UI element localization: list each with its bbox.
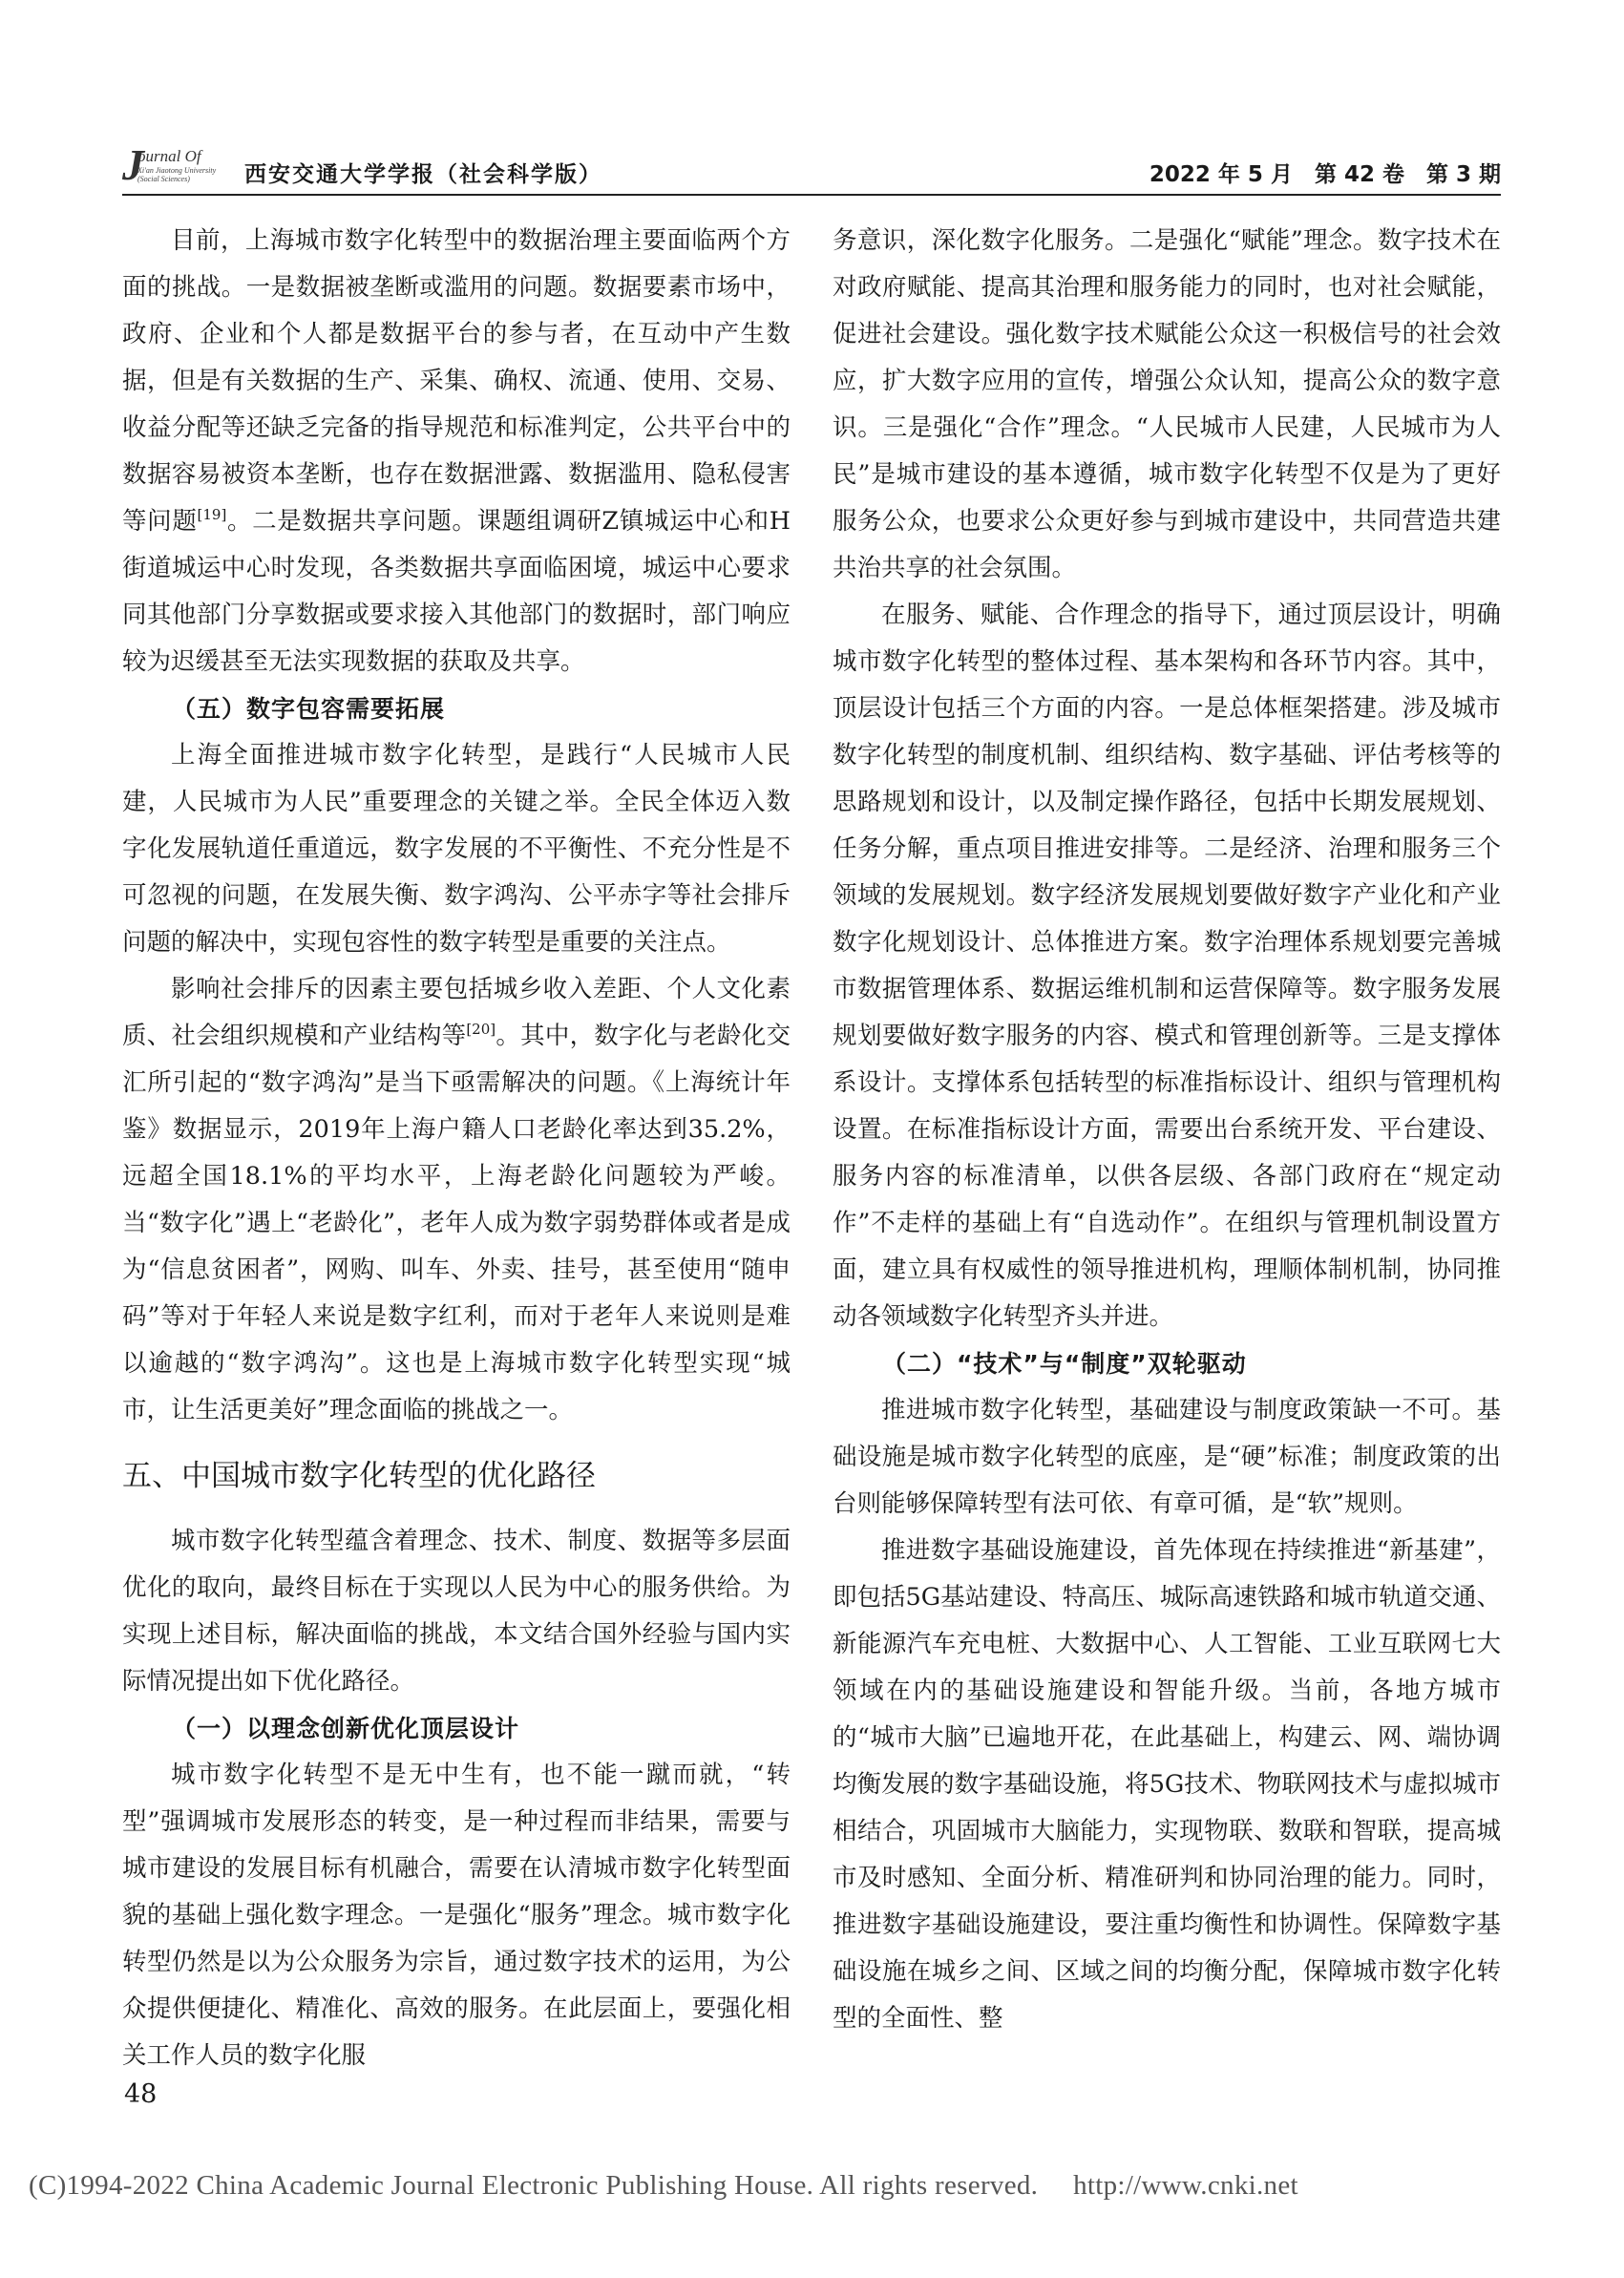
section-title: 五、中国城市数字化转型的优化路径 — [122, 1459, 596, 1493]
right-column — [833, 218, 1501, 2042]
paragraph: 在服务、赋能、合作理念的指导下，通过顶层设计，明确城市数字化转型的整体过程、基本架构和各环节内容。其中，顶层设计包括三个方面的内容。一是总体框架搭建。涉及城市数字化转型的制度机制、组织结构、数字基础、评估考核等的思路规划和设计，以及制定操作路径，包括中长期发展规划、任务分解，重点项目推进安排等。二是经济、治理和服务三个领域的发展规划。数字经济发展规划要做好数字产业化和产业数字化规划设计、总体推进方案。数字治理体系规划要完善城市数据管理体系、数据运维机制和运营保障等。数字服务发展规划要做好数字服务的内容、模式和管理创新等。三是支撑体系设计。支撑体系包括转型的标准指标设计、组织与管理机构设置。在标准指标设计方面，需要出台系统开发、平台建设、服务内容的标准清单，以供各层级、各部门政府在“规定动作”不走样的基础上有“自选动作”。在组织与管理机制设置方面，建立具有权威性的领导推进机构，理顺体制机制，协同推动各领域数字化转型齐头并进。 — [833, 601, 1501, 1331]
subsection-heading: （五）数字包容需要拓展 — [172, 695, 446, 723]
paragraph: 上海全面推进城市数字化转型，是践行“人民城市人民建，人民城市为人民”重要理念的关键之举。全民全体迈入数字化发展轨道任重道远，数字发展的不平衡性、不充分性是不可忽视的问题，在发展失衡、数字鸿沟、公平赤字等社会排斥问题的解决中，实现包容性的数字转型是重要的关注点。 — [122, 741, 791, 957]
copyright-notice: (C)1994-2022 China Academic Journal Electronic Publishing House. All rights reserved. http://www.cnki.net — [29, 2170, 1298, 2201]
paragraph: 务意识，深化数字化服务。二是强化“赋能”理念。数字技术在对政府赋能、提高其治理和服务能力的同时，也对社会赋能，促进社会建设。强化数字技术赋能公众这一积极信号的社会效应，扩大数字应用的宣传，增强公众认知，提高公众的数字意识。三是强化“合作”理念。“人民城市人民建，人民城市为人民”是城市建设的基本遵循，城市数字化转型不仅是为了更好服务公众，也要求公众更好参与到城市建设中，共同营造共建共治共享的社会氛围。 — [833, 226, 1501, 582]
journal-logo: J ournal Of Xi'an Jiaotong University (Social Sciences) — [122, 140, 217, 189]
left-column — [122, 218, 791, 2079]
paragraph: 城市数字化转型蕴含着理念、技术、制度、数据等多层面优化的取向，最终目标在于实现以人民为中心的服务供给。为实现上述目标，解决面临的挑战，本文结合国外经验与国内实际情况提出如下优化路径。 — [122, 1527, 791, 1696]
subsection-heading: （二）“技术”与“制度”双轮驱动 — [882, 1350, 1247, 1378]
paragraph: 推进城市数字化转型，基础建设与制度政策缺一不可。基础设施是城市数字化转型的底座，是“硬”标准；制度政策的出台则能够保障转型有法可依、有章可循，是“软”规则。 — [833, 1396, 1501, 1518]
paragraph: 目前，上海城市数字化转型中的数据治理主要面临两个方面的挑战。一是数据被垄断或滥用的问题。数据要素市场中，政府、企业和个人都是数据平台的参与者，在互动中产生数据，但是有关数据的生产、采集、确权、流通、使用、交易、收益分配等还缺乏完备的指导规范和标准判定，公共平台中的数据容易被资本垄断，也存在数据泄露、数据滥用、隐私侵害等问题[19]。二是数据共享问题。课题组调研Z镇城运中心和H街道城运中心时发现，各类数据共享面临困境，城运中心要求同其他部门分享数据或要求接入其他部门的数据时，部门响应较为迟缓甚至无法实现数据的获取及共享。 — [122, 226, 791, 676]
citation-ref: [19] — [197, 506, 227, 523]
header-rule — [122, 194, 1501, 196]
paragraph: 影响社会排斥的因素主要包括城乡收入差距、个人文化素质、社会组织规模和产业结构等[20]。其中，数字化与老龄化交汇所引起的“数字鸿沟”是当下亟需解决的问题。《上海统计年鉴》数据显示，2019年上海户籍人口老龄化率达到35.2%，远超全国18.1%的平均水平，上海老龄化问题较为严峻。当“数字化”遇上“老龄化”，老年人成为数字弱势群体或者是成为“信息贫困者”，网购、叫车、外卖、挂号，甚至使用“随申码”等对于年轻人来说是数字红利，而对于老年人来说则是难以逾越的“数字鸿沟”。这也是上海城市数字化转型实现“城市，让生活更美好”理念面临的挑战之一。 — [122, 975, 791, 1424]
page-header — [122, 140, 1501, 191]
paragraph: 推进数字基础设施建设，首先体现在持续推进“新基建”，即包括5G基站建设、特高压、城际高速铁路和城市轨道交通、新能源汽车充电桩、大数据中心、人工智能、工业互联网七大领域在内的基础设施建设和智能升级。当前，各地方城市的“城市大脑”已遍地开花，在此基础上，构建云、网、端协调均衡发展的数字基础设施，将5G技术、物联网技术与虚拟城市相结合，巩固城市大脑能力，实现物联、数联和智联，提高城市及时感知、全面分析、精准研判和协同治理的能力。同时，推进数字基础设施建设，要注重均衡性和协调性。保障数字基础设施在城乡之间、区域之间的均衡分配，保障城市数字化转型的全面性、整 — [833, 1536, 1501, 2033]
paragraph: 城市数字化转型不是无中生有，也不能一蹴而就，“转型”强调城市发展形态的转变，是一种过程而非结果，需要与城市建设的发展目标有机融合，需要在认清城市数字化转型面貌的基础上强化数字理念。一是强化“服务”理念。城市数字化转型仍然是以为公众服务为宗旨，通过数字技术的运用，为公众提供便捷化、精准化、高效的服务。在此层面上，要强化相关工作人员的数字化服 — [122, 1761, 791, 2070]
subsection-heading: （一）以理念创新优化顶层设计 — [172, 1715, 520, 1742]
issue-info: 2022 年 5 月 第 42 卷 第 3 期 — [1149, 162, 1501, 187]
citation-ref: [20] — [466, 1021, 496, 1038]
journal-name: 西安交通大学学报（社会科学版） — [244, 162, 602, 187]
page-number: 48 — [124, 2079, 158, 2109]
